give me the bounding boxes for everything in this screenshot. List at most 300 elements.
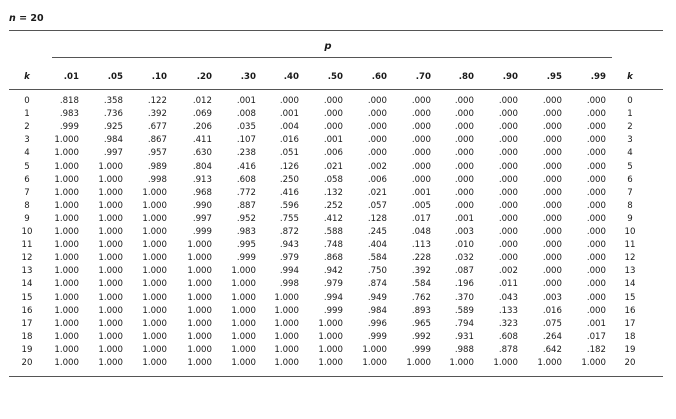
table-cell: 1.000 bbox=[274, 292, 299, 303]
table-cell: .990 bbox=[192, 200, 212, 211]
column-header: .50 bbox=[327, 72, 343, 82]
table-cell: 1.000 bbox=[54, 213, 79, 224]
table-cell: 1.000 bbox=[318, 331, 343, 342]
table-cell: 1.000 bbox=[187, 318, 212, 329]
table-cell: .370 bbox=[454, 292, 474, 303]
table-cell: 1.000 bbox=[274, 344, 299, 355]
table-cell: .017 bbox=[411, 213, 431, 224]
table-cell: .196 bbox=[454, 279, 474, 290]
table-cell: .000 bbox=[542, 266, 562, 277]
table-cell: 1.000 bbox=[187, 253, 212, 264]
table-cell: .000 bbox=[542, 174, 562, 185]
table-cell: .001 bbox=[411, 187, 431, 198]
table-cell: 1.000 bbox=[54, 240, 79, 251]
table-cell: 1.000 bbox=[54, 148, 79, 159]
table-cell: 1.000 bbox=[142, 213, 167, 224]
table-cell: .952 bbox=[236, 213, 256, 224]
column-header: .05 bbox=[107, 72, 123, 82]
table-cell: .000 bbox=[411, 122, 431, 133]
column-header: .95 bbox=[546, 72, 562, 82]
p-rule bbox=[52, 57, 612, 58]
table-cell: .677 bbox=[147, 122, 167, 133]
table-cell: .931 bbox=[454, 331, 474, 342]
table-cell: .411 bbox=[192, 135, 212, 146]
table-cell: .000 bbox=[542, 253, 562, 264]
table-cell: .000 bbox=[498, 253, 518, 264]
table-cell: 1.000 bbox=[231, 358, 256, 368]
table-cell: .000 bbox=[498, 161, 518, 172]
table-cell: .762 bbox=[411, 292, 431, 303]
column-header: .99 bbox=[590, 72, 606, 82]
table-cell: .000 bbox=[542, 187, 562, 198]
table-cell: .000 bbox=[454, 174, 474, 185]
table-cell: .630 bbox=[192, 148, 212, 159]
table-cell: 1.000 bbox=[231, 305, 256, 316]
table-cell: 1.000 bbox=[142, 266, 167, 277]
table-cell: 1.000 bbox=[142, 344, 167, 355]
column-header: .60 bbox=[371, 72, 387, 82]
row-k-right: 11 bbox=[624, 240, 636, 251]
table-cell: 1.000 bbox=[98, 358, 123, 368]
table-cell: .000 bbox=[279, 96, 299, 106]
table-cell: .035 bbox=[236, 122, 256, 133]
table-cell: .755 bbox=[279, 213, 299, 224]
table-cell: 1.000 bbox=[54, 344, 79, 355]
table-cell: 1.000 bbox=[537, 358, 562, 368]
row-k-right: 5 bbox=[627, 161, 633, 172]
table-cell: .989 bbox=[147, 161, 167, 172]
table-cell: .000 bbox=[498, 109, 518, 120]
row-k-left: 4 bbox=[24, 148, 30, 159]
table-cell: .988 bbox=[454, 344, 474, 355]
table-cell: .893 bbox=[411, 305, 431, 316]
table-cell: .794 bbox=[454, 318, 474, 329]
table-cell: 1.000 bbox=[187, 358, 212, 368]
table-cell: 1.000 bbox=[493, 358, 518, 368]
row-k-right: 18 bbox=[624, 331, 636, 342]
table-cell: .057 bbox=[367, 200, 387, 211]
table-cell: .000 bbox=[586, 135, 606, 146]
table-cell: .000 bbox=[586, 174, 606, 185]
row-k-left: 9 bbox=[24, 213, 30, 224]
column-header: .90 bbox=[502, 72, 518, 82]
row-k-right: 4 bbox=[627, 148, 633, 159]
column-header: .01 bbox=[63, 72, 79, 82]
table-cell: .000 bbox=[411, 174, 431, 185]
table-cell: .206 bbox=[192, 122, 212, 133]
table-cell: 1.000 bbox=[142, 292, 167, 303]
table-cell: 1.000 bbox=[142, 331, 167, 342]
row-k-left: 15 bbox=[21, 292, 33, 303]
table-cell: .000 bbox=[411, 148, 431, 159]
table-cell: .182 bbox=[586, 344, 606, 355]
table-title bbox=[9, 13, 44, 24]
row-k-left: 17 bbox=[21, 318, 33, 329]
row-k-left: 12 bbox=[21, 253, 33, 264]
table-cell: 1.000 bbox=[187, 279, 212, 290]
row-k-right: 17 bbox=[624, 318, 636, 329]
table-cell: .392 bbox=[147, 109, 167, 120]
table-cell: .000 bbox=[367, 109, 387, 120]
table-cell: .000 bbox=[454, 187, 474, 198]
table-cell: .000 bbox=[454, 161, 474, 172]
n-label: n bbox=[9, 13, 16, 24]
n-value: = 20 bbox=[19, 13, 44, 24]
table-cell: .000 bbox=[542, 279, 562, 290]
table-cell: 1.000 bbox=[54, 161, 79, 172]
row-k-right: 2 bbox=[627, 122, 633, 133]
table-cell: 1.000 bbox=[362, 358, 387, 368]
table-cell: .412 bbox=[323, 213, 343, 224]
table-cell: .596 bbox=[279, 200, 299, 211]
table-cell: 1.000 bbox=[54, 187, 79, 198]
table-cell: .122 bbox=[147, 96, 167, 106]
table-cell: .004 bbox=[279, 122, 299, 133]
table-cell: 1.000 bbox=[318, 358, 343, 368]
table-cell: .000 bbox=[367, 135, 387, 146]
table-cell: .979 bbox=[279, 253, 299, 264]
table-cell: .000 bbox=[498, 240, 518, 251]
table-cell: .867 bbox=[147, 135, 167, 146]
table-cell: .000 bbox=[586, 96, 606, 106]
table-cell: .113 bbox=[411, 240, 431, 251]
table-cell: 1.000 bbox=[406, 358, 431, 368]
table-cell: 1.000 bbox=[142, 318, 167, 329]
table-cell: 1.000 bbox=[54, 279, 79, 290]
row-k-left: 11 bbox=[21, 240, 33, 251]
table-cell: .000 bbox=[586, 292, 606, 303]
table-cell: .000 bbox=[454, 135, 474, 146]
row-k-left: 7 bbox=[24, 187, 30, 198]
table-cell: .001 bbox=[586, 318, 606, 329]
column-header: .40 bbox=[283, 72, 299, 82]
table-cell: .000 bbox=[542, 240, 562, 251]
table-cell: .999 bbox=[411, 344, 431, 355]
row-k-left: 3 bbox=[24, 135, 30, 146]
table-cell: 1.000 bbox=[98, 253, 123, 264]
table-cell: .995 bbox=[236, 240, 256, 251]
row-k-left: 16 bbox=[21, 305, 33, 316]
table-cell: 1.000 bbox=[142, 240, 167, 251]
table-cell: 1.000 bbox=[231, 331, 256, 342]
table-cell: .000 bbox=[586, 253, 606, 264]
table-cell: .000 bbox=[498, 200, 518, 211]
table-cell: .404 bbox=[367, 240, 387, 251]
row-k-right: 13 bbox=[624, 266, 636, 277]
table-cell: .000 bbox=[586, 109, 606, 120]
table-cell: 1.000 bbox=[54, 174, 79, 185]
table-cell: .000 bbox=[542, 200, 562, 211]
row-k-right: 1 bbox=[627, 109, 633, 120]
table-cell: 1.000 bbox=[54, 318, 79, 329]
table-cell: .002 bbox=[367, 161, 387, 172]
table-cell: .051 bbox=[279, 148, 299, 159]
table-cell: .048 bbox=[411, 227, 431, 237]
table-cell: .000 bbox=[323, 109, 343, 120]
table-cell: .069 bbox=[192, 109, 212, 120]
table-cell: .016 bbox=[542, 305, 562, 316]
table-cell: 1.000 bbox=[274, 305, 299, 316]
table-cell: 1.000 bbox=[142, 227, 167, 237]
table-cell: .228 bbox=[411, 253, 431, 264]
table-cell: .998 bbox=[147, 174, 167, 185]
table-cell: .997 bbox=[192, 213, 212, 224]
row-k-left: 2 bbox=[24, 122, 30, 133]
table-cell: .010 bbox=[454, 240, 474, 251]
table-cell: .000 bbox=[367, 148, 387, 159]
table-cell: .000 bbox=[498, 135, 518, 146]
column-header: .10 bbox=[151, 72, 167, 82]
table-cell: .011 bbox=[498, 279, 518, 290]
row-k-left: 20 bbox=[21, 358, 33, 368]
column-header: .30 bbox=[240, 72, 256, 82]
table-cell: .021 bbox=[367, 187, 387, 198]
table-cell: .000 bbox=[586, 148, 606, 159]
table-cell: .000 bbox=[586, 227, 606, 237]
table-cell: .001 bbox=[323, 135, 343, 146]
table-cell: .887 bbox=[236, 200, 256, 211]
table-cell: .878 bbox=[498, 344, 518, 355]
table-cell: .000 bbox=[498, 174, 518, 185]
table-cell: .132 bbox=[323, 187, 343, 198]
table-cell: .968 bbox=[192, 187, 212, 198]
table-cell: 1.000 bbox=[581, 358, 606, 368]
table-cell: 1.000 bbox=[187, 240, 212, 251]
table-cell: .913 bbox=[192, 174, 212, 185]
table-cell: .264 bbox=[542, 331, 562, 342]
table-cell: 1.000 bbox=[142, 305, 167, 316]
table-cell: .000 bbox=[586, 240, 606, 251]
table-cell: .002 bbox=[498, 266, 518, 277]
row-k-right: 10 bbox=[624, 227, 636, 237]
table-cell: .999 bbox=[236, 253, 256, 264]
table-cell: .000 bbox=[454, 109, 474, 120]
table-cell: 1.000 bbox=[54, 305, 79, 316]
table-cell: .392 bbox=[411, 266, 431, 277]
table-cell: .000 bbox=[367, 122, 387, 133]
table-cell: .872 bbox=[279, 227, 299, 237]
table-cell: .000 bbox=[411, 161, 431, 172]
table-cell: .000 bbox=[498, 148, 518, 159]
table-cell: 1.000 bbox=[98, 200, 123, 211]
table-cell: 1.000 bbox=[98, 227, 123, 237]
column-header: .80 bbox=[458, 72, 474, 82]
table-cell: .000 bbox=[542, 109, 562, 120]
table-cell: .000 bbox=[542, 122, 562, 133]
table-cell: 1.000 bbox=[274, 358, 299, 368]
table-cell: .252 bbox=[323, 200, 343, 211]
row-k-right: 3 bbox=[627, 135, 633, 146]
table-cell: .588 bbox=[323, 227, 343, 237]
table-cell: 1.000 bbox=[54, 253, 79, 264]
row-k-right: 0 bbox=[627, 96, 633, 106]
table-cell: .000 bbox=[411, 109, 431, 120]
row-k-right: 6 bbox=[627, 174, 633, 185]
row-k-right: 7 bbox=[627, 187, 633, 198]
table-cell: .000 bbox=[542, 96, 562, 106]
table-cell: 1.000 bbox=[98, 187, 123, 198]
table-cell: .584 bbox=[367, 253, 387, 264]
table-cell: .238 bbox=[236, 148, 256, 159]
table-cell: 1.000 bbox=[98, 318, 123, 329]
table-cell: 1.000 bbox=[187, 344, 212, 355]
table-cell: .003 bbox=[542, 292, 562, 303]
table-cell: .000 bbox=[411, 135, 431, 146]
table-cell: .416 bbox=[236, 161, 256, 172]
row-k-right: 15 bbox=[624, 292, 636, 303]
table-cell: .999 bbox=[192, 227, 212, 237]
p-heading: p bbox=[324, 41, 332, 52]
table-cell: .874 bbox=[367, 279, 387, 290]
top-rule bbox=[9, 30, 663, 31]
row-k-right: 9 bbox=[627, 213, 633, 224]
table-cell: .043 bbox=[498, 292, 518, 303]
table-cell: 1.000 bbox=[362, 344, 387, 355]
row-k-right: 14 bbox=[624, 279, 636, 290]
table-cell: .000 bbox=[498, 187, 518, 198]
table-cell: .736 bbox=[103, 109, 123, 120]
table-cell: .000 bbox=[498, 227, 518, 237]
table-cell: .358 bbox=[103, 96, 123, 106]
table-cell: .000 bbox=[542, 227, 562, 237]
table-cell: .250 bbox=[279, 174, 299, 185]
table-cell: .999 bbox=[323, 305, 343, 316]
table-cell: .000 bbox=[498, 96, 518, 106]
row-k-left: 6 bbox=[24, 174, 30, 185]
table-cell: 1.000 bbox=[98, 161, 123, 172]
table-cell: .942 bbox=[323, 266, 343, 277]
table-cell: .128 bbox=[367, 213, 387, 224]
table-cell: 1.000 bbox=[231, 266, 256, 277]
table-cell: 1.000 bbox=[318, 318, 343, 329]
table-cell: .965 bbox=[411, 318, 431, 329]
table-cell: .983 bbox=[59, 109, 79, 120]
table-cell: .323 bbox=[498, 318, 518, 329]
table-cell: 1.000 bbox=[54, 227, 79, 237]
bottom-rule bbox=[9, 376, 663, 377]
table-cell: .058 bbox=[323, 174, 343, 185]
table-cell: .949 bbox=[367, 292, 387, 303]
row-k-right: 20 bbox=[624, 358, 636, 368]
table-cell: .994 bbox=[323, 292, 343, 303]
table-cell: 1.000 bbox=[98, 331, 123, 342]
table-cell: 1.000 bbox=[98, 344, 123, 355]
table-cell: .000 bbox=[586, 213, 606, 224]
table-cell: .584 bbox=[411, 279, 431, 290]
table-cell: .416 bbox=[279, 187, 299, 198]
table-cell: .087 bbox=[454, 266, 474, 277]
table-cell: .000 bbox=[586, 187, 606, 198]
table-cell: .000 bbox=[586, 266, 606, 277]
table-cell: .943 bbox=[279, 240, 299, 251]
table-cell: .868 bbox=[323, 253, 343, 264]
table-cell: .003 bbox=[454, 227, 474, 237]
table-cell: .589 bbox=[454, 305, 474, 316]
table-cell: .999 bbox=[367, 331, 387, 342]
table-cell: 1.000 bbox=[54, 358, 79, 368]
table-cell: .016 bbox=[279, 135, 299, 146]
table-cell: 1.000 bbox=[54, 135, 79, 146]
row-k-right: 19 bbox=[624, 344, 636, 355]
row-k-left: 14 bbox=[21, 279, 33, 290]
row-k-left: 8 bbox=[24, 200, 30, 211]
table-cell: .957 bbox=[147, 148, 167, 159]
table-cell: .608 bbox=[236, 174, 256, 185]
table-cell: .984 bbox=[103, 135, 123, 146]
table-cell: .608 bbox=[498, 331, 518, 342]
table-cell: 1.000 bbox=[231, 318, 256, 329]
table-cell: .000 bbox=[323, 122, 343, 133]
table-cell: 1.000 bbox=[187, 305, 212, 316]
table-cell: .984 bbox=[367, 305, 387, 316]
table-cell: 1.000 bbox=[98, 174, 123, 185]
table-cell: .750 bbox=[367, 266, 387, 277]
table-cell: .000 bbox=[586, 161, 606, 172]
table-cell: .001 bbox=[236, 96, 256, 106]
table-cell: .008 bbox=[236, 109, 256, 120]
table-cell: .642 bbox=[542, 344, 562, 355]
table-cell: .994 bbox=[279, 266, 299, 277]
table-cell: .075 bbox=[542, 318, 562, 329]
table-cell: 1.000 bbox=[274, 331, 299, 342]
table-cell: .997 bbox=[103, 148, 123, 159]
table-cell: .000 bbox=[586, 305, 606, 316]
table-cell: .748 bbox=[323, 240, 343, 251]
row-k-left: 1 bbox=[24, 109, 30, 120]
table-cell: 1.000 bbox=[142, 253, 167, 264]
table-cell: 1.000 bbox=[231, 292, 256, 303]
table-cell: .000 bbox=[323, 96, 343, 106]
table-cell: .999 bbox=[59, 122, 79, 133]
table-cell: .245 bbox=[367, 227, 387, 237]
table-cell: .983 bbox=[236, 227, 256, 237]
table-cell: 1.000 bbox=[142, 187, 167, 198]
table-cell: .012 bbox=[192, 96, 212, 106]
table-cell: .005 bbox=[411, 200, 431, 211]
table-cell: .000 bbox=[542, 135, 562, 146]
table-cell: 1.000 bbox=[142, 279, 167, 290]
table-cell: 1.000 bbox=[98, 305, 123, 316]
table-cell: 1.000 bbox=[54, 331, 79, 342]
table-cell: .000 bbox=[498, 213, 518, 224]
column-header: .20 bbox=[196, 72, 212, 82]
table-cell: 1.000 bbox=[98, 266, 123, 277]
table-cell: .032 bbox=[454, 253, 474, 264]
row-k-right: 8 bbox=[627, 200, 633, 211]
table-cell: .998 bbox=[279, 279, 299, 290]
table-cell: .006 bbox=[323, 148, 343, 159]
table-cell: 1.000 bbox=[98, 279, 123, 290]
table-cell: 1.000 bbox=[187, 266, 212, 277]
table-cell: .000 bbox=[586, 279, 606, 290]
table-cell: .000 bbox=[454, 96, 474, 106]
table-cell: .000 bbox=[542, 148, 562, 159]
table-cell: 1.000 bbox=[54, 266, 79, 277]
row-k-left: 13 bbox=[21, 266, 33, 277]
table-cell: 1.000 bbox=[318, 344, 343, 355]
table-cell: 1.000 bbox=[54, 200, 79, 211]
table-cell: 1.000 bbox=[449, 358, 474, 368]
row-k-right: 16 bbox=[624, 305, 636, 316]
table-cell: .000 bbox=[367, 96, 387, 106]
table-cell: 1.000 bbox=[142, 200, 167, 211]
k-header-right: k bbox=[627, 72, 633, 82]
table-cell: 1.000 bbox=[187, 331, 212, 342]
row-k-left: 19 bbox=[21, 344, 33, 355]
table-cell: .021 bbox=[323, 161, 343, 172]
table-cell: 1.000 bbox=[231, 344, 256, 355]
table-cell: .000 bbox=[454, 200, 474, 211]
